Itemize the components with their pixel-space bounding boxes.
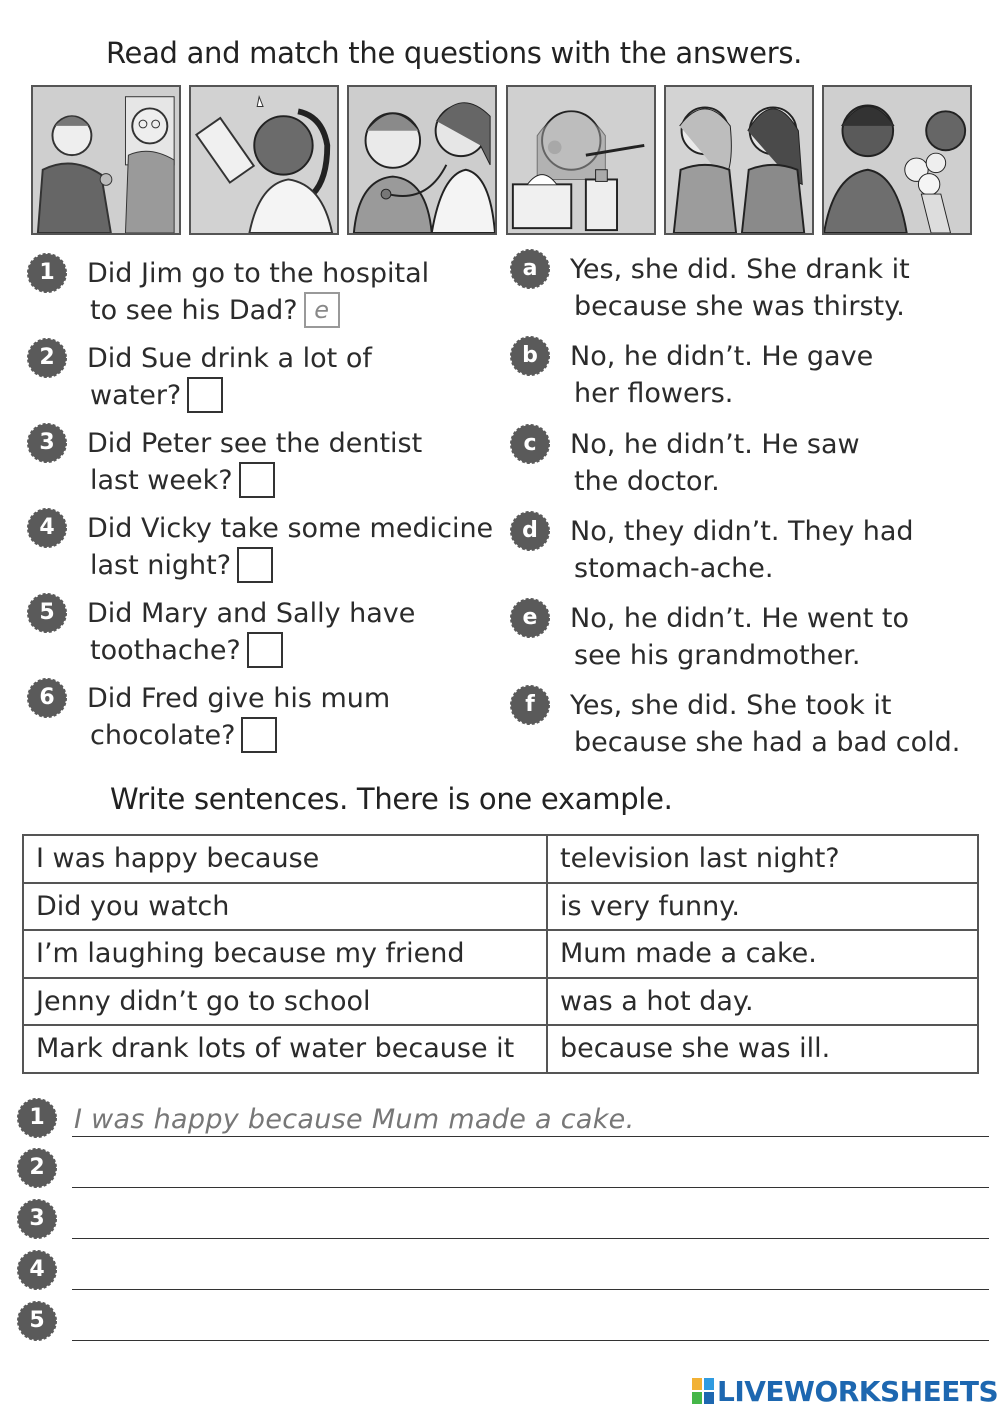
illustration	[666, 87, 812, 233]
table-cell: is very funny.	[547, 883, 978, 931]
illustration	[33, 87, 179, 233]
illustration	[508, 87, 654, 233]
answer-box-2[interactable]	[187, 377, 223, 413]
table-row	[23, 883, 978, 931]
mary-sally-stomachache-picture	[664, 85, 814, 235]
writing-line-4[interactable]	[72, 1289, 989, 1290]
sue-drinking-picture	[189, 85, 339, 235]
question-6-badge: 6	[27, 678, 67, 718]
question-5-badge: 5	[27, 593, 67, 633]
write-instruction: Write sentences. There is one example.	[110, 782, 673, 816]
table-cell: I’m laughing because my friend	[23, 930, 547, 978]
question-3: Did Peter see the dentist last week?	[87, 428, 423, 496]
table-cell: Mark drank lots of water because it	[23, 1025, 547, 1073]
writing-line-3[interactable]	[72, 1238, 989, 1239]
writing-2-badge: 2	[17, 1148, 57, 1188]
writing-5-badge: 5	[17, 1301, 57, 1341]
answer-d-badge: d	[510, 511, 550, 551]
question-3-badge: 3	[27, 423, 67, 463]
answer-e: No, he didn’t. He went to see his grandmother.	[570, 603, 909, 671]
illustration	[824, 87, 970, 233]
jim-grandmother-picture	[31, 85, 181, 235]
table-cell: I was happy because	[23, 835, 547, 883]
table-cell: Mum made a cake.	[547, 930, 978, 978]
liveworksheets-logo	[692, 1376, 998, 1406]
answer-box-5[interactable]	[247, 632, 283, 668]
writing-line-2[interactable]	[72, 1187, 989, 1188]
question-1-badge: 1	[27, 253, 67, 293]
answer-b: No, he didn’t. He gave her flowers.	[570, 341, 874, 409]
liveworksheets-logo-icon	[692, 1378, 714, 1404]
match-instruction: Read and match the questions with the answers.	[106, 36, 803, 70]
answer-f-badge: f	[510, 685, 550, 725]
answer-c-badge: c	[510, 424, 550, 464]
answer-a: Yes, she did. She drank it because she was thirsty.	[570, 254, 910, 322]
example-sentence: I was happy because Mum made a cake.	[74, 1104, 635, 1135]
illustration	[191, 87, 337, 233]
table-row	[23, 1025, 978, 1073]
question-4: Did Vicky take some medicine last night?	[87, 513, 494, 581]
question-6: Did Fred give his mum chocolate?	[87, 683, 391, 751]
answer-box-4[interactable]	[237, 547, 273, 583]
table-cell: Did you watch	[23, 883, 547, 931]
logo-text: LIVEWORKSHEETS	[717, 1374, 999, 1408]
peter-doctor-picture	[347, 85, 497, 235]
answer-b-badge: b	[510, 336, 550, 376]
table-row	[23, 978, 978, 1026]
table-row	[23, 930, 978, 978]
answer-a-badge: a	[510, 249, 550, 289]
question-2-badge: 2	[27, 338, 67, 378]
writing-1-badge: 1	[17, 1098, 57, 1138]
table-cell: because she was ill.	[547, 1025, 978, 1073]
table-row	[23, 835, 978, 883]
table-cell: Jenny didn’t go to school	[23, 978, 547, 1026]
fred-flowers-picture	[822, 85, 972, 235]
question-4-badge: 4	[27, 508, 67, 548]
answer-d: No, they didn’t. They had stomach-ache.	[570, 516, 914, 584]
question-1: Did Jim go to the hospital to see his Dad? e	[87, 258, 430, 326]
answer-e-badge: e	[510, 598, 550, 638]
writing-4-badge: 4	[17, 1250, 57, 1290]
table-cell: television last night?	[547, 835, 978, 883]
illustration	[349, 87, 495, 233]
answer-box-6[interactable]	[241, 717, 277, 753]
sentence-halves-table	[22, 834, 979, 1074]
answer-box-1[interactable]: e	[304, 292, 340, 328]
question-2: Did Sue drink a lot of water?	[87, 343, 372, 411]
answer-box-3[interactable]	[239, 462, 275, 498]
writing-3-badge: 3	[17, 1199, 57, 1239]
writing-line-5[interactable]	[72, 1340, 989, 1341]
vicky-medicine-picture	[506, 85, 656, 235]
answer-c: No, he didn’t. He saw the doctor.	[570, 429, 860, 497]
writing-line-1[interactable]	[72, 1136, 989, 1137]
table-cell: was a hot day.	[547, 978, 978, 1026]
answer-f: Yes, she did. She took it because she had a bad cold.	[570, 690, 961, 758]
question-5: Did Mary and Sally have toothache?	[87, 598, 416, 666]
